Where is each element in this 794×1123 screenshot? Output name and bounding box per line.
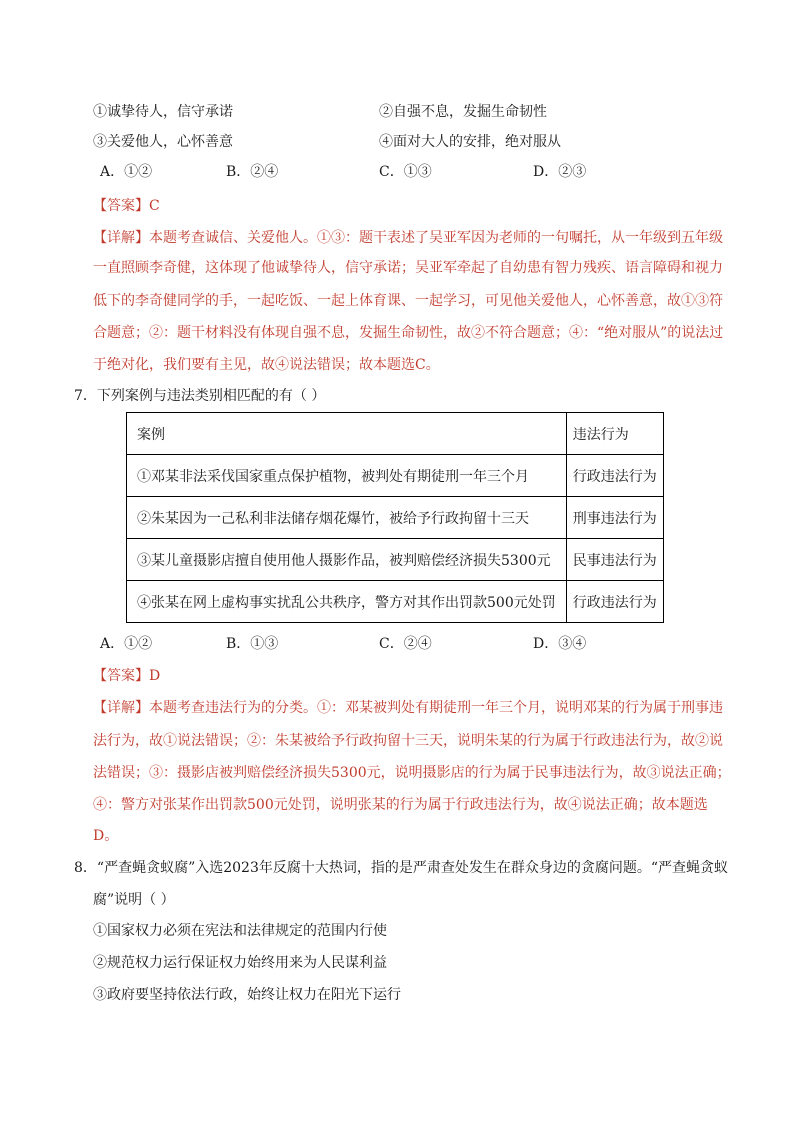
table-row xyxy=(127,455,664,497)
detail-label: 【详解】 xyxy=(93,700,149,716)
q7-stem: 7．下列案例与违法类别相匹配的有（ ） xyxy=(74,388,326,404)
q7-detail-line-3: 法错误；③：摄影店被判赔偿经济损失5300元，说明摄影店的行为属于民事违法行为，故③说法正确； xyxy=(93,765,731,781)
q6-detail-line-5: 于绝对化，我们要有主见，故④说法错误；故本题选C。 xyxy=(93,357,440,373)
q7-option-d: D．③④ xyxy=(533,636,587,652)
q8-item-2: ②规范权力运行保证权力始终用来为人民谋利益 xyxy=(93,955,387,971)
detail-text: 本题考查诚信、关爱他人。①③：题干表述了吴亚军因为老师的一句嘱托，从一年级到五年级 xyxy=(149,230,723,246)
q6-item-1: ①诚挚待人，信守承诺 xyxy=(93,104,233,120)
q7-option-c: C．②④ xyxy=(379,636,432,652)
q7-answer xyxy=(93,666,160,686)
q6-detail-line-2: 一直照顾李奇健，这体现了他诚挚待人，信守承诺；吴亚军牵起了自幼患有智力残疾、语言障碍和视力 xyxy=(93,260,723,276)
table-header-violation: 违法行为 xyxy=(566,413,663,455)
table-cell-violation: 民事违法行为 xyxy=(566,539,663,581)
q7-case-table xyxy=(126,412,664,623)
q6-detail-line-1 xyxy=(93,228,723,248)
table-header-row xyxy=(127,413,664,455)
q7-detail-line-2: 法行为，故①说法错误；②：朱某被给予行政拘留十三天，说明朱某的行为属于行政违法行为，故②说 xyxy=(93,733,723,749)
q8-item-3: ③政府要坚持依法行政，始终让权力在阳光下运行 xyxy=(93,987,401,1003)
table-cell-case: ②朱某因为一己私利非法储存烟花爆竹，被给予行政拘留十三天 xyxy=(127,497,567,539)
q6-item-4: ④面对大人的安排，绝对服从 xyxy=(379,134,561,150)
q6-item-2: ②自强不息，发掘生命韧性 xyxy=(379,104,547,120)
q8-item-1: ①国家权力必须在宪法和法律规定的范围内行使 xyxy=(93,923,387,939)
table-cell-case: ①邓某非法采伐国家重点保护植物，被判处有期徒刑一年三个月 xyxy=(127,455,567,497)
table-row xyxy=(127,497,664,539)
q6-option-b: B．②④ xyxy=(226,164,279,180)
q7-option-b: B．①③ xyxy=(226,636,279,652)
answer-label: 【答案】 xyxy=(93,668,149,684)
q6-detail-line-4: 合题意；②：题干材料没有体现自强不息，发掘生命韧性，故②不符合题意；④：“绝对服从”的说法过 xyxy=(93,325,724,341)
table-header-case: 案例 xyxy=(127,413,567,455)
q6-option-c: C．①③ xyxy=(379,164,432,180)
answer-value: D xyxy=(149,668,161,684)
answer-label: 【答案】 xyxy=(93,198,149,214)
table-row xyxy=(127,581,664,623)
table-cell-case: ③某儿童摄影店擅自使用他人摄影作品，被判赔偿经济损失5300元 xyxy=(127,539,567,581)
detail-text: 本题考查违法行为的分类。①：邓某被判处有期徒刑一年三个月，说明邓某的行为属于刑事违 xyxy=(149,700,723,716)
detail-label: 【详解】 xyxy=(93,230,149,246)
q6-item-3: ③关爱他人，心怀善意 xyxy=(93,134,233,150)
table-cell-violation: 行政违法行为 xyxy=(566,581,663,623)
q6-option-a: A．①② xyxy=(100,164,153,180)
q8-stem-line-1: 8．“严查蝇贪蚁腐”入选2023年反腐十大热词，指的是严肃查处发生在群众身边的贪腐问题。“严查蝇贪蚁 xyxy=(74,860,729,876)
table-cell-case: ④张某在网上虚构事实扰乱公共秩序，警方对其作出罚款500元处罚 xyxy=(127,581,567,623)
table-cell-violation: 刑事违法行为 xyxy=(566,497,663,539)
q8-stem-line-2: 腐”说明（ ） xyxy=(93,892,175,908)
q6-detail-line-3: 低下的李奇健同学的手，一起吃饭、一起上体育课、一起学习，可见他关爱他人，心怀善意，故①③符 xyxy=(93,293,723,309)
q7-detail-line-1 xyxy=(93,698,723,718)
q6-answer xyxy=(93,196,160,216)
table-row xyxy=(127,539,664,581)
q7-detail-line-5: D。 xyxy=(93,828,119,844)
q7-detail-line-4: ④：警方对张某作出罚款500元处罚，说明张某的行为属于行政违法行为，故④说法正确；故本题选 xyxy=(93,797,708,813)
answer-value: C xyxy=(149,198,160,214)
q7-option-a: A．①② xyxy=(100,636,153,652)
table-cell-violation: 行政违法行为 xyxy=(566,455,663,497)
q6-option-d: D．②③ xyxy=(533,164,587,180)
